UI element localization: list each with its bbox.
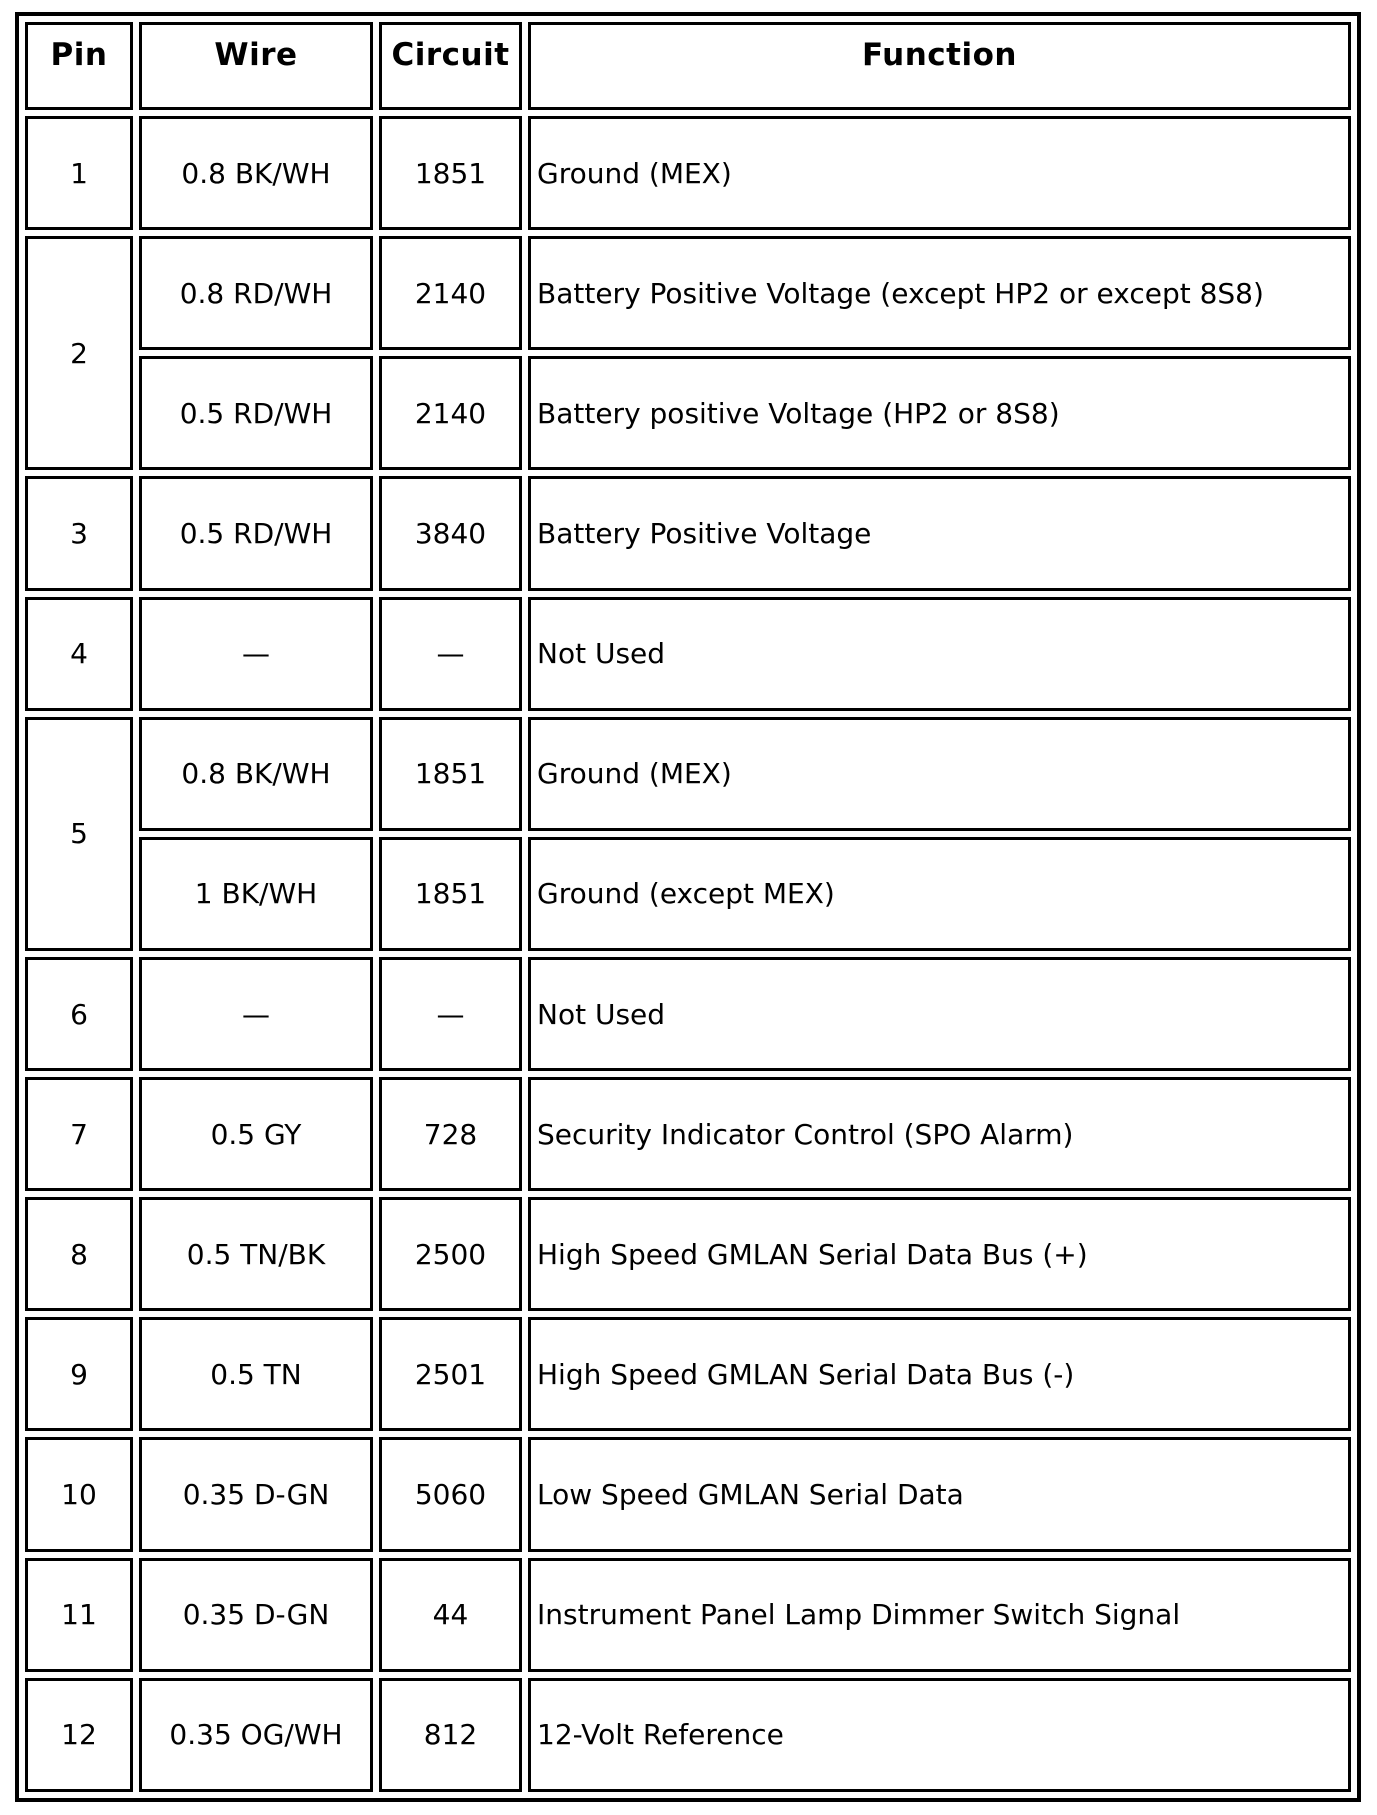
function-cell: Not Used (528, 957, 1351, 1071)
table-row (25, 116, 1351, 230)
wire-cell: — (139, 957, 373, 1071)
circuit-cell: 2140 (379, 356, 522, 470)
table-row (25, 1317, 1351, 1431)
table-row (25, 236, 1351, 350)
table-row (25, 837, 1351, 951)
circuit-cell: 3840 (379, 476, 522, 590)
function-cell: 12-Volt Reference (528, 1678, 1351, 1792)
circuit-cell: 1851 (379, 837, 522, 951)
circuit-cell: 812 (379, 1678, 522, 1792)
function-cell: Not Used (528, 597, 1351, 711)
circuit-cell: — (379, 957, 522, 1071)
wire-cell: — (139, 597, 373, 711)
pin-cell: 12 (25, 1678, 133, 1792)
circuit-cell: 2500 (379, 1197, 522, 1311)
circuit-cell: 1851 (379, 116, 522, 230)
table-row (25, 1077, 1351, 1191)
table-row (25, 957, 1351, 1071)
function-cell: Battery positive Voltage (HP2 or 8S8) (528, 356, 1351, 470)
circuit-cell: 728 (379, 1077, 522, 1191)
function-cell: Security Indicator Control (SPO Alarm) (528, 1077, 1351, 1191)
function-cell: High Speed GMLAN Serial Data Bus (-) (528, 1317, 1351, 1431)
wire-cell: 0.5 RD/WH (139, 356, 373, 470)
pin-cell: 10 (25, 1437, 133, 1551)
wire-cell: 0.8 RD/WH (139, 236, 373, 350)
header-circuit: Circuit (379, 22, 522, 110)
wire-cell: 0.5 TN/BK (139, 1197, 373, 1311)
table-row (25, 717, 1351, 831)
wire-cell: 0.35 OG/WH (139, 1678, 373, 1792)
circuit-cell: 44 (379, 1558, 522, 1672)
function-cell: Ground (except MEX) (528, 837, 1351, 951)
pin-cell: 5 (25, 717, 133, 951)
circuit-cell: 1851 (379, 717, 522, 831)
circuit-cell: — (379, 597, 522, 711)
function-cell: Ground (MEX) (528, 116, 1351, 230)
connector-pinout-table (15, 12, 1361, 1802)
table-row (25, 1558, 1351, 1672)
pin-cell: 3 (25, 476, 133, 590)
pin-cell: 9 (25, 1317, 133, 1431)
circuit-cell: 2140 (379, 236, 522, 350)
function-cell: High Speed GMLAN Serial Data Bus (+) (528, 1197, 1351, 1311)
wire-cell: 0.5 TN (139, 1317, 373, 1431)
function-cell: Instrument Panel Lamp Dimmer Switch Signal (528, 1558, 1351, 1672)
table-row (25, 1197, 1351, 1311)
table-row (25, 1678, 1351, 1792)
table-row (25, 476, 1351, 590)
circuit-cell: 5060 (379, 1437, 522, 1551)
function-cell: Battery Positive Voltage (except HP2 or except 8S8) (528, 236, 1351, 350)
pin-cell: 4 (25, 597, 133, 711)
wire-cell: 0.35 D-GN (139, 1558, 373, 1672)
header-pin: Pin (25, 22, 133, 110)
pin-cell: 2 (25, 236, 133, 470)
wire-cell: 1 BK/WH (139, 837, 373, 951)
header-wire: Wire (139, 22, 373, 110)
wire-cell: 0.8 BK/WH (139, 717, 373, 831)
pin-cell: 11 (25, 1558, 133, 1672)
header-function: Function (528, 22, 1351, 110)
pin-cell: 1 (25, 116, 133, 230)
circuit-cell: 2501 (379, 1317, 522, 1431)
pinout-sheet (15, 12, 1361, 1802)
function-cell: Ground (MEX) (528, 717, 1351, 831)
wire-cell: 0.5 RD/WH (139, 476, 373, 590)
function-cell: Low Speed GMLAN Serial Data (528, 1437, 1351, 1551)
wire-cell: 0.35 D-GN (139, 1437, 373, 1551)
function-cell: Battery Positive Voltage (528, 476, 1351, 590)
wire-cell: 0.8 BK/WH (139, 116, 373, 230)
pin-cell: 8 (25, 1197, 133, 1311)
table-row (25, 1437, 1351, 1551)
pin-cell: 7 (25, 1077, 133, 1191)
pin-cell: 6 (25, 957, 133, 1071)
table-row (25, 597, 1351, 711)
wire-cell: 0.5 GY (139, 1077, 373, 1191)
table-row (25, 356, 1351, 470)
table-header-row (25, 22, 1351, 110)
